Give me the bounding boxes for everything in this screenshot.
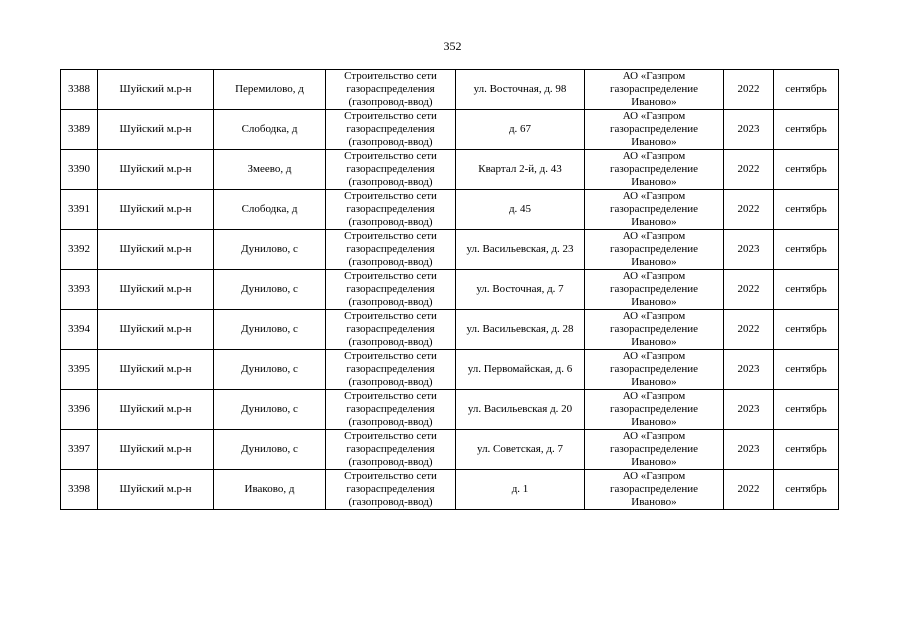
settlement-cell: Слободка, д (214, 110, 326, 150)
table-row (61, 190, 839, 230)
work-type-cell: Строительство сети газораспределения (газопровод-ввод) (326, 150, 456, 190)
table-row (61, 70, 839, 110)
month-cell: сентябрь (774, 70, 839, 110)
settlement-cell: Дунилово, с (214, 270, 326, 310)
organization-cell: АО «Газпром газораспределение Иваново» (585, 70, 724, 110)
organization-cell: АО «Газпром газораспределение Иваново» (585, 390, 724, 430)
month-cell: сентябрь (774, 150, 839, 190)
work-type-cell: Строительство сети газораспределения (газопровод-ввод) (326, 110, 456, 150)
district-cell: Шуйский м.р-н (98, 270, 214, 310)
settlement-cell: Дунилово, с (214, 230, 326, 270)
year-cell: 2022 (724, 270, 774, 310)
table-row (61, 150, 839, 190)
address-cell: ул. Васильевская, д. 23 (456, 230, 585, 270)
work-type-cell: Строительство сети газораспределения (газопровод-ввод) (326, 390, 456, 430)
address-cell: ул. Советская, д. 7 (456, 430, 585, 470)
month-cell: сентябрь (774, 470, 839, 510)
table-row (61, 390, 839, 430)
row-number-cell: 3390 (61, 150, 98, 190)
settlement-cell: Дунилово, с (214, 350, 326, 390)
settlement-cell: Дунилово, с (214, 310, 326, 350)
table-row (61, 350, 839, 390)
row-number-cell: 3397 (61, 430, 98, 470)
district-cell: Шуйский м.р-н (98, 110, 214, 150)
month-cell: сентябрь (774, 110, 839, 150)
address-cell: д. 67 (456, 110, 585, 150)
row-number-cell: 3393 (61, 270, 98, 310)
year-cell: 2023 (724, 230, 774, 270)
address-cell: Квартал 2-й, д. 43 (456, 150, 585, 190)
settlement-cell: Иваково, д (214, 470, 326, 510)
district-cell: Шуйский м.р-н (98, 390, 214, 430)
work-type-cell: Строительство сети газораспределения (газопровод-ввод) (326, 350, 456, 390)
settlement-cell: Змеево, д (214, 150, 326, 190)
year-cell: 2022 (724, 310, 774, 350)
organization-cell: АО «Газпром газораспределение Иваново» (585, 270, 724, 310)
month-cell: сентябрь (774, 310, 839, 350)
organization-cell: АО «Газпром газораспределение Иваново» (585, 230, 724, 270)
address-cell: д. 1 (456, 470, 585, 510)
district-cell: Шуйский м.р-н (98, 150, 214, 190)
organization-cell: АО «Газпром газораспределение Иваново» (585, 470, 724, 510)
district-cell: Шуйский м.р-н (98, 310, 214, 350)
year-cell: 2022 (724, 70, 774, 110)
organization-cell: АО «Газпром газораспределение Иваново» (585, 430, 724, 470)
row-number-cell: 3396 (61, 390, 98, 430)
organization-cell: АО «Газпром газораспределение Иваново» (585, 190, 724, 230)
district-cell: Шуйский м.р-н (98, 230, 214, 270)
row-number-cell: 3389 (61, 110, 98, 150)
work-type-cell: Строительство сети газораспределения (газопровод-ввод) (326, 270, 456, 310)
page-number: 352 (443, 39, 462, 53)
year-cell: 2022 (724, 470, 774, 510)
table-row (61, 270, 839, 310)
settlement-cell: Дунилово, с (214, 430, 326, 470)
row-number-cell: 3392 (61, 230, 98, 270)
address-cell: ул. Восточная, д. 98 (456, 70, 585, 110)
registry-table (60, 69, 839, 510)
address-cell: ул. Васильевская, д. 28 (456, 310, 585, 350)
work-type-cell: Строительство сети газораспределения (газопровод-ввод) (326, 70, 456, 110)
settlement-cell: Слободка, д (214, 190, 326, 230)
row-number-cell: 3388 (61, 70, 98, 110)
district-cell: Шуйский м.р-н (98, 430, 214, 470)
address-cell: д. 45 (456, 190, 585, 230)
address-cell: ул. Васильевская д. 20 (456, 390, 585, 430)
district-cell: Шуйский м.р-н (98, 190, 214, 230)
work-type-cell: Строительство сети газораспределения (газопровод-ввод) (326, 310, 456, 350)
table-row (61, 110, 839, 150)
year-cell: 2022 (724, 190, 774, 230)
month-cell: сентябрь (774, 430, 839, 470)
address-cell: ул. Первомайская, д. 6 (456, 350, 585, 390)
year-cell: 2023 (724, 350, 774, 390)
table-row (61, 470, 839, 510)
work-type-cell: Строительство сети газораспределения (газопровод-ввод) (326, 230, 456, 270)
work-type-cell: Строительство сети газораспределения (газопровод-ввод) (326, 190, 456, 230)
organization-cell: АО «Газпром газораспределение Иваново» (585, 310, 724, 350)
row-number-cell: 3395 (61, 350, 98, 390)
settlement-cell: Перемилово, д (214, 70, 326, 110)
district-cell: Шуйский м.р-н (98, 70, 214, 110)
district-cell: Шуйский м.р-н (98, 470, 214, 510)
settlement-cell: Дунилово, с (214, 390, 326, 430)
year-cell: 2022 (724, 150, 774, 190)
table-row (61, 230, 839, 270)
month-cell: сентябрь (774, 350, 839, 390)
month-cell: сентябрь (774, 230, 839, 270)
year-cell: 2023 (724, 390, 774, 430)
month-cell: сентябрь (774, 270, 839, 310)
address-cell: ул. Восточная, д. 7 (456, 270, 585, 310)
organization-cell: АО «Газпром газораспределение Иваново» (585, 150, 724, 190)
month-cell: сентябрь (774, 190, 839, 230)
table-body (61, 70, 839, 510)
year-cell: 2023 (724, 110, 774, 150)
year-cell: 2023 (724, 430, 774, 470)
table-row (61, 310, 839, 350)
work-type-cell: Строительство сети газораспределения (газопровод-ввод) (326, 430, 456, 470)
district-cell: Шуйский м.р-н (98, 350, 214, 390)
table-row (61, 430, 839, 470)
month-cell: сентябрь (774, 390, 839, 430)
organization-cell: АО «Газпром газораспределение Иваново» (585, 350, 724, 390)
row-number-cell: 3398 (61, 470, 98, 510)
row-number-cell: 3391 (61, 190, 98, 230)
organization-cell: АО «Газпром газораспределение Иваново» (585, 110, 724, 150)
work-type-cell: Строительство сети газораспределения (газопровод-ввод) (326, 470, 456, 510)
row-number-cell: 3394 (61, 310, 98, 350)
